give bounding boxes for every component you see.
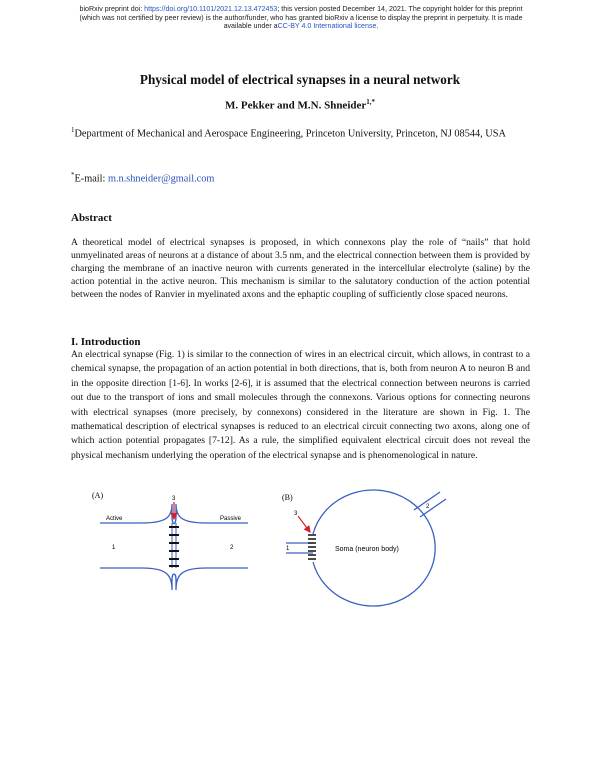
introduction-heading: I. Introduction [71,336,141,348]
license-link[interactable]: CC-BY 4.0 International license [277,22,377,31]
figure-panel-b [282,490,446,606]
panel-b-right-number: 2 [426,504,430,510]
preprint-notice: bioRxiv preprint doi: https://doi.org/10.1101/2021.12.13.472453; this version posted December 14, 2021. The copyright holder for this preprint (which was not certified by peer review) is the author/funder, who has granted bioRxiv a license to display the preprint in perpetuity. It is made available under aCC-BY 4.0 International license. [79,5,523,31]
figure-1 [80,486,480,616]
panel-b-label: (B) [282,493,293,502]
doi-link[interactable]: https://doi.org/10.1101/2021.12.13.472453 [144,5,278,13]
connexon-stack [169,527,179,566]
active-label: Active [106,516,123,522]
introduction-text: An electrical synapse (Fig. 1) is similar to the connection of wires in an electrical circuit, which allows, in contrast to a chemical synapse, the propagation of an action potential in both directions, that is, both from neuron A to neuron B and in the opposite direction [1-6]. In works [2-6], it is assumed that the electrical connection between neurons is carried out due to the transport of ions and small molecules through the connexons. Various options for connecting neurons with electrical synapses (more precisely, by connexons) considered in the literature are shown in Fig. 1. The mathematical description of electrical synapses is reduced to an electrical circuit connecting two axons, along one of which action potential propagates [7-12]. As a rule, the simplified equivalent electrical circuit does not reveal the physical mechanism underlying the operation of the electrical synapse and is phenomenological in nature. [71,349,530,461]
author-list: M. Pekker and M.N. Shneider$^{1,*}$ [224,98,376,112]
paper-title: Physical model of electrical synapses in a neural network [139,72,461,87]
panel-b-arrow-label: 3 [294,511,298,517]
neuron-b-number: 2 [230,545,234,551]
contact-email: *E-mail: m.n.shneider@gmail.com [71,171,215,185]
abstract-text: A theoretical model of electrical synapses is proposed, in which connexons play the role of “nails” that hold unmyelinated areas of neurons at a distance of about 3.5 nm, and the electrical connection between them is provided by charging the membrane of an inactive neuron with currents generated in the intercellular electrolyte (saline) by the action potential in the active neuron. This mechanism is similar to the salutatory conduction of the action potential between the nodes of Ranvier in myelinated axons and the ephaptic coupling of sufficiently close spaced neurons. [71,237,530,300]
soma-label: Soma (neuron body) [335,546,399,553]
email-link[interactable]: m.n.shneider@gmail.com [107,173,215,185]
panel-b-left-number: 1 [286,546,290,552]
dendrite-right [414,492,446,517]
panel-a-arrow-label: 3 [172,496,176,502]
neuron-a-number: 1 [112,545,116,551]
panel-a-label: (A) [92,491,104,500]
arrow-icon [298,516,310,532]
connexon-stack-b [308,535,316,559]
passive-label: Passive [220,516,242,522]
abstract-heading: Abstract [71,212,112,224]
membrane-lower [100,568,248,590]
figure-panel-a [92,491,248,590]
affiliation: $^1$Department of Mechanical and Aerospace Engineering, Princeton University, Princeton, NJ 08544, USA [71,126,506,140]
